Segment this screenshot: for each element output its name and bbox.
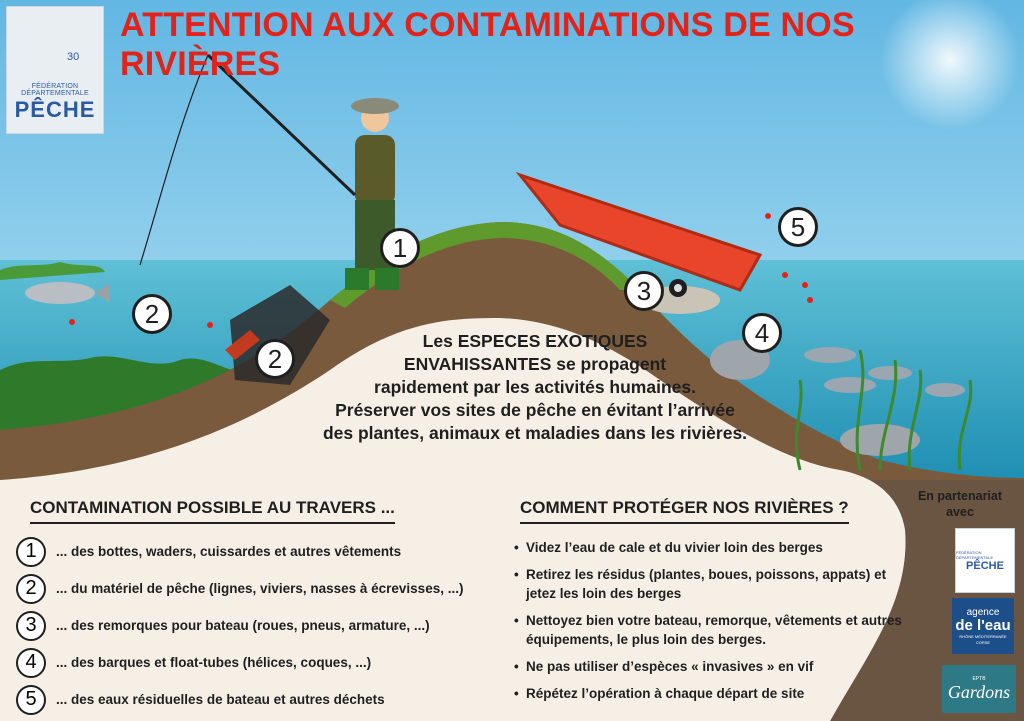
main-message-line: des plantes, animaux et maladies dans les rivières.	[322, 423, 748, 443]
partner-logo-peche	[955, 528, 1015, 593]
partner-peche-federation: FÉDÉRATION DÉPARTEMENTALE	[956, 549, 994, 560]
partner-eau-line1: agence	[966, 606, 1000, 618]
list-item	[16, 533, 506, 570]
list-item	[16, 607, 506, 644]
partner-logo-gardons	[942, 665, 1016, 713]
main-message-line: Les ESPECES EXOTIQUES	[422, 331, 648, 351]
item-number: 2	[16, 574, 46, 604]
list-item: • Retirez les résidus (plantes, boues, poissons, appats) et jetez les loin des berges	[514, 565, 904, 603]
partners-label: En partenariat avec	[917, 489, 1003, 519]
list-item: • Répétez l’opération à chaque départ de site	[514, 684, 904, 703]
marker-2-trap: 2	[255, 339, 295, 379]
main-message-line: rapidement par les activités humaines.	[374, 377, 696, 397]
main-message	[300, 330, 770, 445]
item-number: 1	[16, 537, 46, 567]
logo-name: PÊCHE	[14, 97, 96, 122]
list-item	[16, 681, 506, 718]
partner-logo-agence-eau	[952, 598, 1014, 654]
list-item: • Nettoyez bien votre bateau, remorque, vêtements et autres équipements, le plus loin des berges.	[514, 611, 904, 649]
item-number: 4	[16, 648, 46, 678]
marker-1: 1	[380, 228, 420, 268]
item-text: ... des barques et float-tubes (hélices, coques, ...)	[56, 655, 372, 670]
logo-federation: FÉDÉRATION DÉPARTEMENTALE	[21, 83, 89, 97]
partner-peche-name: PÊCHE	[966, 559, 1004, 572]
logo-number: 30	[67, 51, 80, 63]
list-item	[16, 570, 506, 607]
partner-eau-line2: de l'eau	[955, 616, 1011, 634]
page-title: ATTENTION AUX CONTAMINATIONS DE NOS RIVIÈRES	[120, 6, 855, 83]
item-number: 3	[16, 611, 46, 641]
partner-eau-line3: RHÔNE MÉDITERRANÉE CORSE	[959, 633, 1007, 645]
marker-2-line: 2	[132, 294, 172, 334]
partner-gardons-line1: EPTB	[972, 675, 986, 682]
protection-title: COMMENT PROTÉGER NOS RIVIÈRES ?	[520, 498, 849, 524]
contamination-title: CONTAMINATION POSSIBLE AU TRAVERS ...	[30, 498, 395, 524]
marker-4: 4	[742, 313, 782, 353]
marker-5: 5	[778, 207, 818, 247]
federation-logo	[6, 6, 104, 134]
item-text: ... des eaux résiduelles de bateau et autres déchets	[56, 692, 385, 707]
item-number: 5	[16, 685, 46, 715]
marker-3: 3	[624, 271, 664, 311]
partner-gardons-line2: Gardons	[947, 681, 1011, 702]
list-item	[16, 644, 506, 681]
main-message-line: ENVAHISSANTES se propagent	[403, 354, 667, 374]
item-text: ... des bottes, waders, cuissardes et autres vêtements	[56, 544, 402, 559]
main-message-line: Préserver vos sites de pêche en évitant l’arrivée	[335, 400, 735, 420]
item-text: ... des remorques pour bateau (roues, pneus, armature, ...)	[56, 618, 430, 633]
protection-list	[514, 538, 904, 711]
item-text: ... du matériel de pêche (lignes, viviers, nasses à écrevisses, ...)	[56, 581, 464, 596]
contamination-list	[16, 533, 506, 718]
list-item: • Ne pas utiliser d’espèces « invasives » en vif	[514, 657, 904, 676]
list-item: • Videz l’eau de cale et du vivier loin des berges	[514, 538, 904, 557]
